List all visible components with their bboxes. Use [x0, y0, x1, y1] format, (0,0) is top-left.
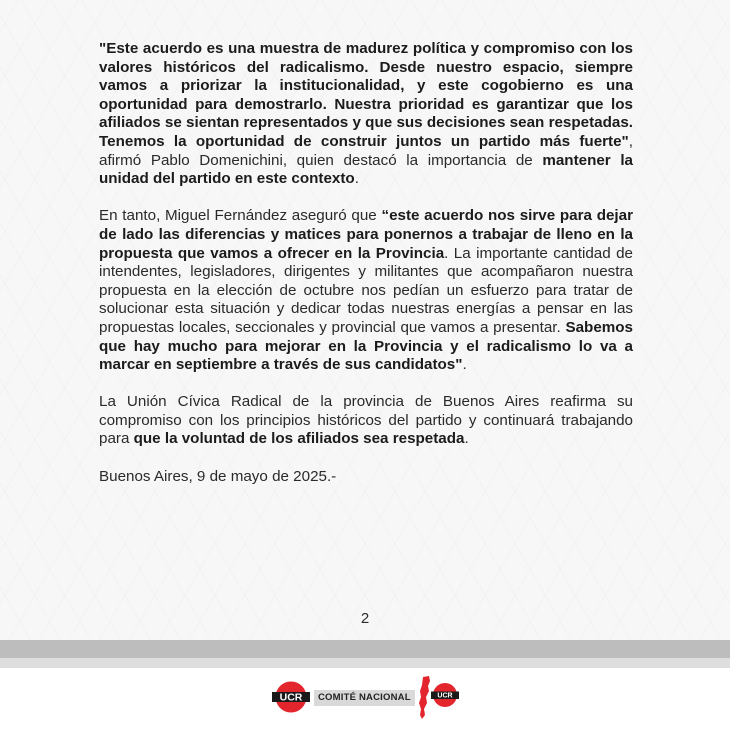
text-run: , afirmó Pablo Domenichini, quien destacó la importancia de: [99, 132, 633, 169]
text-run: .: [464, 430, 469, 448]
text-run: .: [462, 356, 467, 374]
document-body: [99, 40, 633, 505]
footer-logos: [272, 675, 472, 721]
bold-text: “este acuerdo nos sirve para dejar de lado las diferencias y matices para ponernos a trabajar de lleno en la propuesta que vamos a ofrecer en la Provincia: [99, 207, 633, 262]
bold-text: "Este acuerdo es una muestra de madurez política y compromiso con los valores históricos del radicalismo. Desde nuestro espacio, siempre vamos a priorizar la institucionalidad, y este cogobierno es una oportunidad para demostrarlo. Nuestra prioridad es garantizar que los afiliados se sientan representados y que sus decisiones sean respetadas. Tenemos la oportunidad de construir juntos un partido más fuerte": [99, 40, 633, 150]
argentina-map-logo-icon: [415, 675, 459, 721]
text-run: En tanto, Miguel Fernández aseguró que: [99, 207, 382, 225]
paragraph: [99, 468, 633, 487]
text-run: . La importante cantidad de intendentes, legisladores, dirigentes y militantes que acompañaron nuestra propuesta en la elección de octubre nos pedían un esfuerzo para tratar de solucionar esta situación y dedicar todas nuestras energías a pensar en las propuestas locales, seccionales y provincial que vamos a presentar.: [99, 244, 633, 336]
bold-text: mantener la unidad del partido en este contexto: [99, 151, 633, 188]
footer-band-dark: [0, 640, 730, 658]
comite-nacional-label: COMITÉ NACIONAL: [314, 690, 415, 706]
ucr-badge-logo-icon: [272, 681, 310, 713]
text-run: La Unión Cívica Radical de la provincia de Buenos Aires reafirma su compromiso con los principios históricos del partido y continuará trabajando para: [99, 393, 633, 448]
text-run: .: [354, 170, 359, 188]
ucr-badge-text: UCR: [279, 691, 303, 704]
text-run: Buenos Aires, 9 de mayo de 2025.-: [99, 467, 337, 485]
page-number: 2: [360, 610, 370, 627]
paragraph: [99, 393, 633, 449]
map-logo-text: UCR: [437, 692, 453, 700]
bold-text: que la voluntad de los afiliados sea respetada: [133, 430, 465, 448]
paragraph: [99, 207, 633, 374]
bold-text: Sabemos que hay mucho para mejorar en la Provincia y el radicalismo lo va a marcar en septiembre a través de sus candidatos": [99, 318, 633, 374]
paragraph: [99, 40, 633, 189]
footer-band-light: [0, 658, 730, 668]
